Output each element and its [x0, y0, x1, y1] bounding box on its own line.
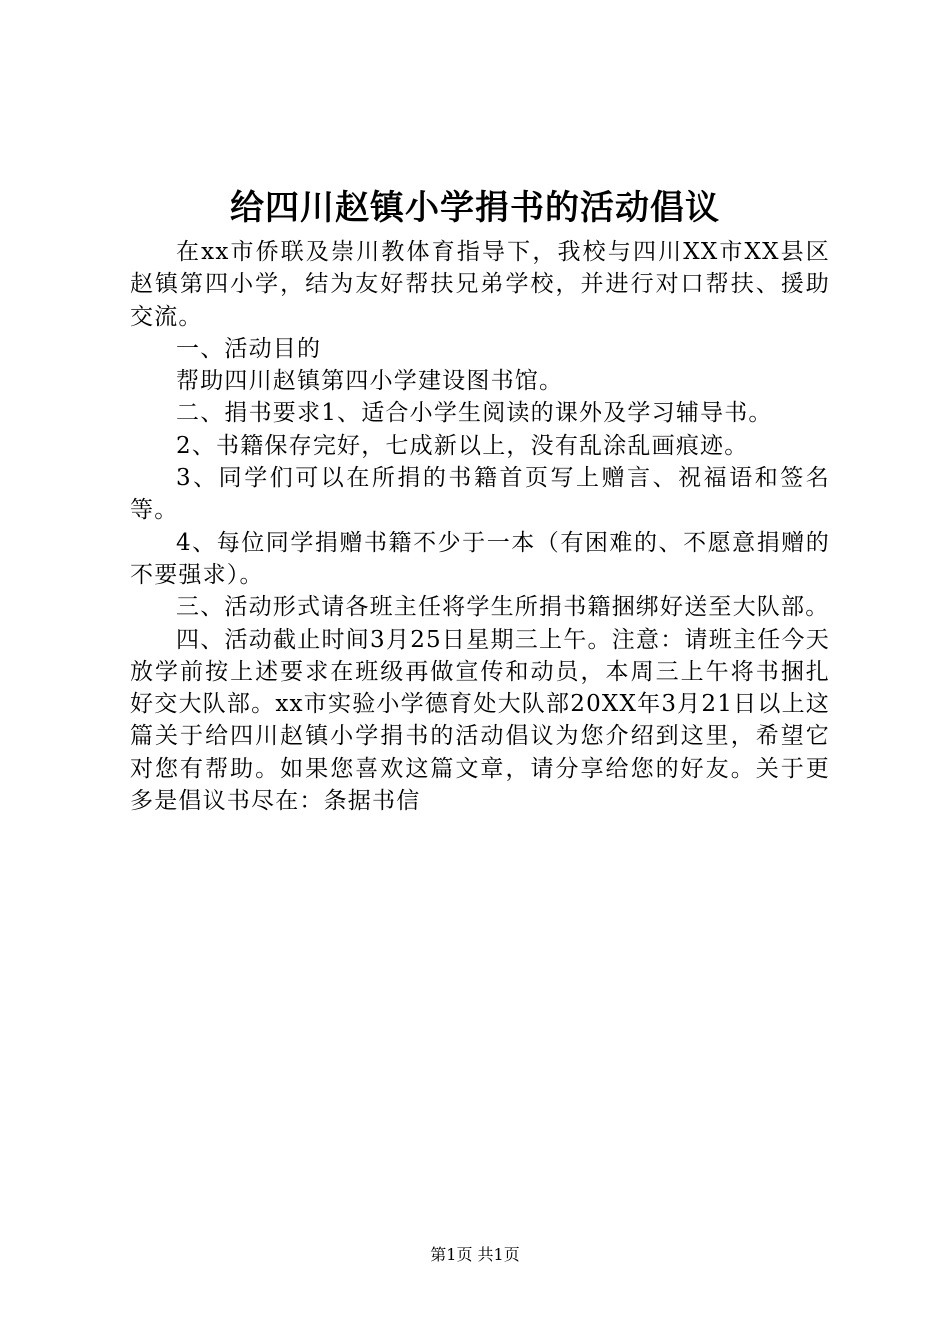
- page-number-footer: 第1页 共1页: [430, 1245, 520, 1264]
- paragraph-intro: 在xx市侨联及崇川教体育指导下，我校与四川XX市XX县区赵镇第四小学，结为友好帮扶兄弟学校，并进行对口帮扶、援助交流。: [130, 239, 830, 330]
- document-body: [130, 236, 830, 817]
- paragraph-section-2-item-1: 二、捐书要求1、适合小学生阅读的课外及学习辅导书。: [176, 400, 773, 427]
- document-title: 给四川赵镇小学捐书的活动倡议: [230, 188, 720, 228]
- paragraph-section-2-item-4: 4、每位同学捐赠书籍不少于一本（有困难的、不愿意捐赠的不要强求）。: [130, 529, 830, 588]
- paragraph-section-2-item-3: 3、同学们可以在所捐的书籍首页写上赠言、祝福语和签名等。: [130, 465, 830, 524]
- paragraph-section-2-item-2: 2、书籍保存完好，七成新以上，没有乱涂乱画痕迹。: [176, 432, 749, 459]
- paragraph-section-1-body: 帮助四川赵镇第四小学建设图书馆。: [176, 368, 564, 395]
- paragraph-section-3: 三、活动形式请各班主任将学生所捐书籍捆绑好送至大队部。: [176, 594, 830, 621]
- paragraph-section-4: 四、活动截止时间3月25日星期三上午。注意：请班主任今天放学前按上述要求在班级再做宣传和动员，本周三上午将书捆扎好交大队部。xx市实验小学德育处大队部20XX年3月21日以上这篇关于给四川赵镇小学捐书的活动倡议为您介绍到这里，希望它对您有帮助。如果您喜欢这篇文章，请分享给您的好友。关于更多是倡议书尽在：条据书信: [130, 626, 830, 815]
- paragraph-section-1-heading: 一、活动目的: [176, 335, 322, 362]
